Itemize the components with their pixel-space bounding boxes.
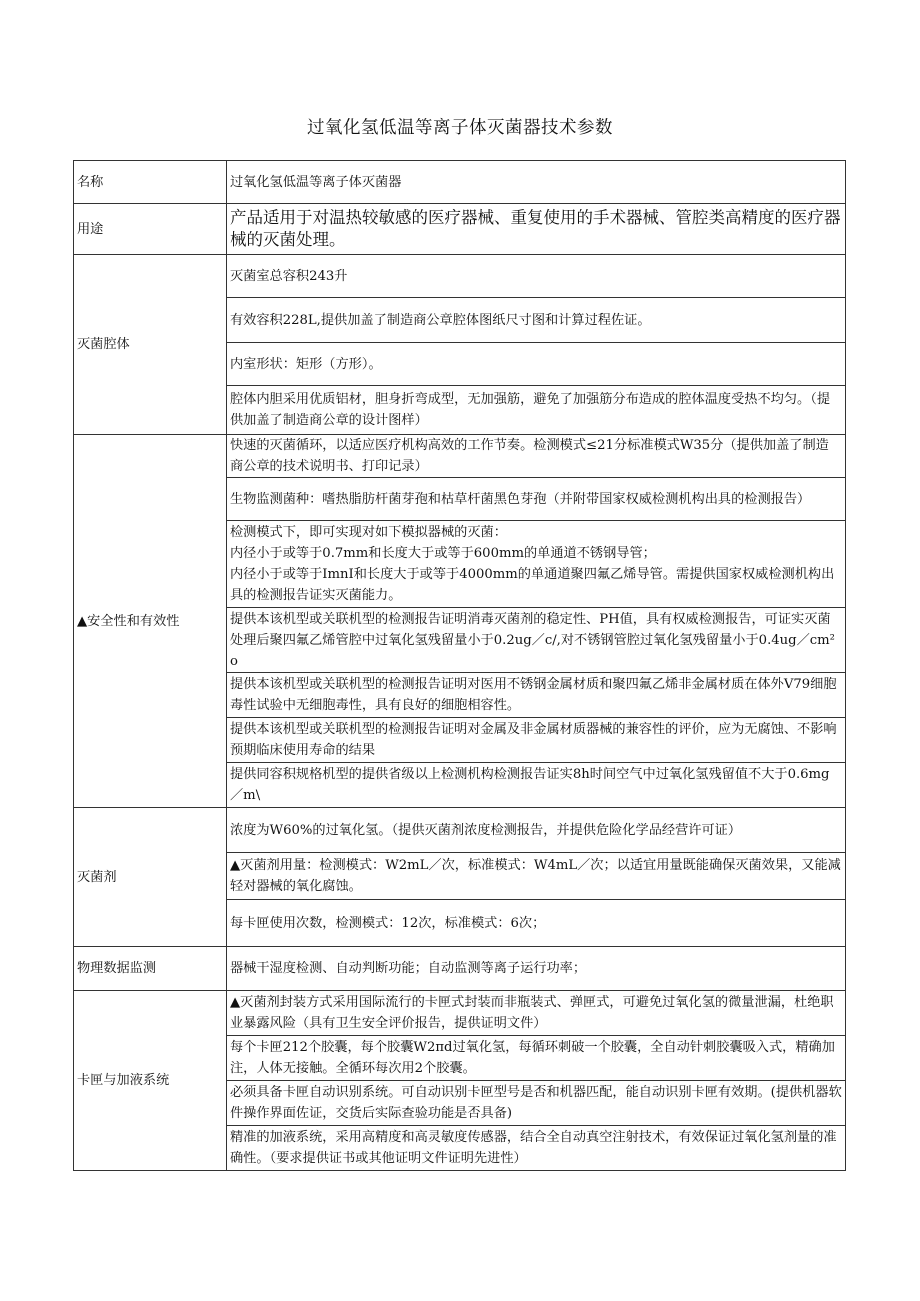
chamber-item: 灭菌室总容积243升 bbox=[227, 255, 846, 298]
table-row bbox=[74, 204, 846, 255]
table-row bbox=[74, 161, 846, 204]
row-label-use: 用途 bbox=[74, 204, 227, 255]
safety-item: 提供本该机型或关联机型的检测报告证明对金属及非金属材质器械的兼容性的评价，应为无腐蚀、不影响预期临床使用寿命的结果 bbox=[227, 718, 846, 763]
agent-item: 每卡匣使用次数，检测模式：12次，标准模式：6次； bbox=[227, 900, 846, 947]
chamber-item: 腔体内胆采用优质铝材，胆身折弯成型，无加强筋，避免了加强筋分布造成的腔体温度受热不均匀。（提供加盖了制造商公章的设计图样） bbox=[227, 386, 846, 435]
safety-item: 内径小于或等于0.7mm和长度大于或等于600mm的单通道不锈钢导管； bbox=[230, 546, 656, 561]
chamber-item: 内室形状：矩形（方形）。 bbox=[227, 343, 846, 386]
safety-item: 检测模式下，即可实现对如下模拟器械的灭菌： bbox=[230, 525, 507, 540]
cartridge-item: ▲灭菌剂封装方式采用国际流行的卡匣式封装而非瓶装式、弹匣式，可避免过氧化氢的微量泄漏，杜绝职业暴露风险（具有卫生安全评价报告，提供证明文件） bbox=[227, 991, 846, 1036]
chamber-item: 有效容积228L,提供加盖了制造商公章腔体图纸尺寸图和计算过程佐证。 bbox=[227, 298, 846, 343]
table-row bbox=[74, 435, 846, 478]
safety-item: 内径小于或等于ImnI和长度大于或等于4000mm的单通道聚四氟乙烯导管。需提供国家权威检测机构出具的检测报告证实灭菌能力。 bbox=[230, 567, 835, 603]
safety-item: 提供本该机型或关联机型的检测报告证明消毒灭菌剂的稳定性、PH值，具有权威检测报告，可证实灭菌处理后聚四氟乙烯管腔中过氧化氢残留量小于0.2ug／c/,对不锈钢管腔过氧化氢残留量小于0.4ug／cm²o bbox=[227, 608, 846, 673]
cartridge-item: 精准的加液系统，采用高精度和高灵敏度传感器，结合全自动真空注射技术，有效保证过氧化氢剂量的准确性。（要求提供证书或其他证明文件证明先进性） bbox=[227, 1126, 846, 1171]
safety-item: 提供同容积规格机型的提供省级以上检测机构检测报告证实8h时间空气中过氧化氢残留值不大于0.6mg／m\ bbox=[227, 763, 846, 808]
row-label-name: 名称 bbox=[74, 161, 227, 204]
row-label-cartridge: 卡匣与加液系统 bbox=[74, 991, 227, 1171]
safety-item: 提供本该机型或关联机型的检测报告证明对医用不锈钢金属材质和聚四氟乙烯非金属材质在体外V79细胞毒性试验中无细胞毒性，具有良好的细胞相容性。 bbox=[227, 673, 846, 718]
agent-item: 浓度为W60%的过氧化氢。（提供灭菌剂浓度检测报告，并提供危险化学品经营许可证） bbox=[227, 808, 846, 853]
row-value-name: 过氧化氢低温等离子体灭菌器 bbox=[227, 161, 846, 204]
safety-item-group bbox=[227, 521, 846, 608]
table-row bbox=[74, 991, 846, 1036]
row-value-use: 产品适用于对温热较敏感的医疗器械、重复使用的手术器械、管腔类高精度的医疗器械的灭菌处理。 bbox=[227, 204, 846, 255]
table-row bbox=[74, 808, 846, 853]
cartridge-item: 必须具备卡匣自动识别系统。可自动识别卡匣型号是否和机器匹配，能自动识别卡匣有效期。(提供机器软件操作界面佐证，交货后实际查验功能是否具备) bbox=[227, 1081, 846, 1126]
agent-item: ▲灭菌剂用量：检测模式：W2mL／次，标准模式：W4mL／次；以适宜用量既能确保灭菌效果，又能减轻对器械的氧化腐蚀。 bbox=[227, 853, 846, 900]
page-title: 过氧化氢低温等离子体灭菌器技术参数 bbox=[307, 118, 613, 138]
table-row bbox=[74, 947, 846, 991]
spec-table bbox=[73, 160, 846, 1171]
row-value-monitor: 器械干湿度检测、自动判断功能；自动监测等离子运行功率； bbox=[227, 947, 846, 991]
safety-item: 快速的灭菌循环，以适应医疗机构高效的工作节奏。检测模式≤21分标准模式W35分（提供加盖了制造商公章的技术说明书、打印记录） bbox=[227, 435, 846, 478]
safety-item: 生物监测菌种：嗜热脂肪杆菌芽孢和枯草杆菌黑色芽孢（并附带国家权威检测机构出具的检测报告） bbox=[227, 478, 846, 521]
row-label-agent: 灭菌剂 bbox=[74, 808, 227, 947]
row-label-chamber: 灭菌腔体 bbox=[74, 255, 227, 435]
cartridge-item: 每个卡匣212个胶囊，每个胶囊W2πd过氧化氢，每循环刺破一个胶囊，全自动针刺胶囊吸入式，精确加注，人体无接触。全循环每次用2个胶囊。 bbox=[227, 1036, 846, 1081]
row-label-safety: ▲安全性和有效性 bbox=[74, 435, 227, 808]
row-label-monitor: 物理数据监测 bbox=[74, 947, 227, 991]
table-row bbox=[74, 255, 846, 298]
